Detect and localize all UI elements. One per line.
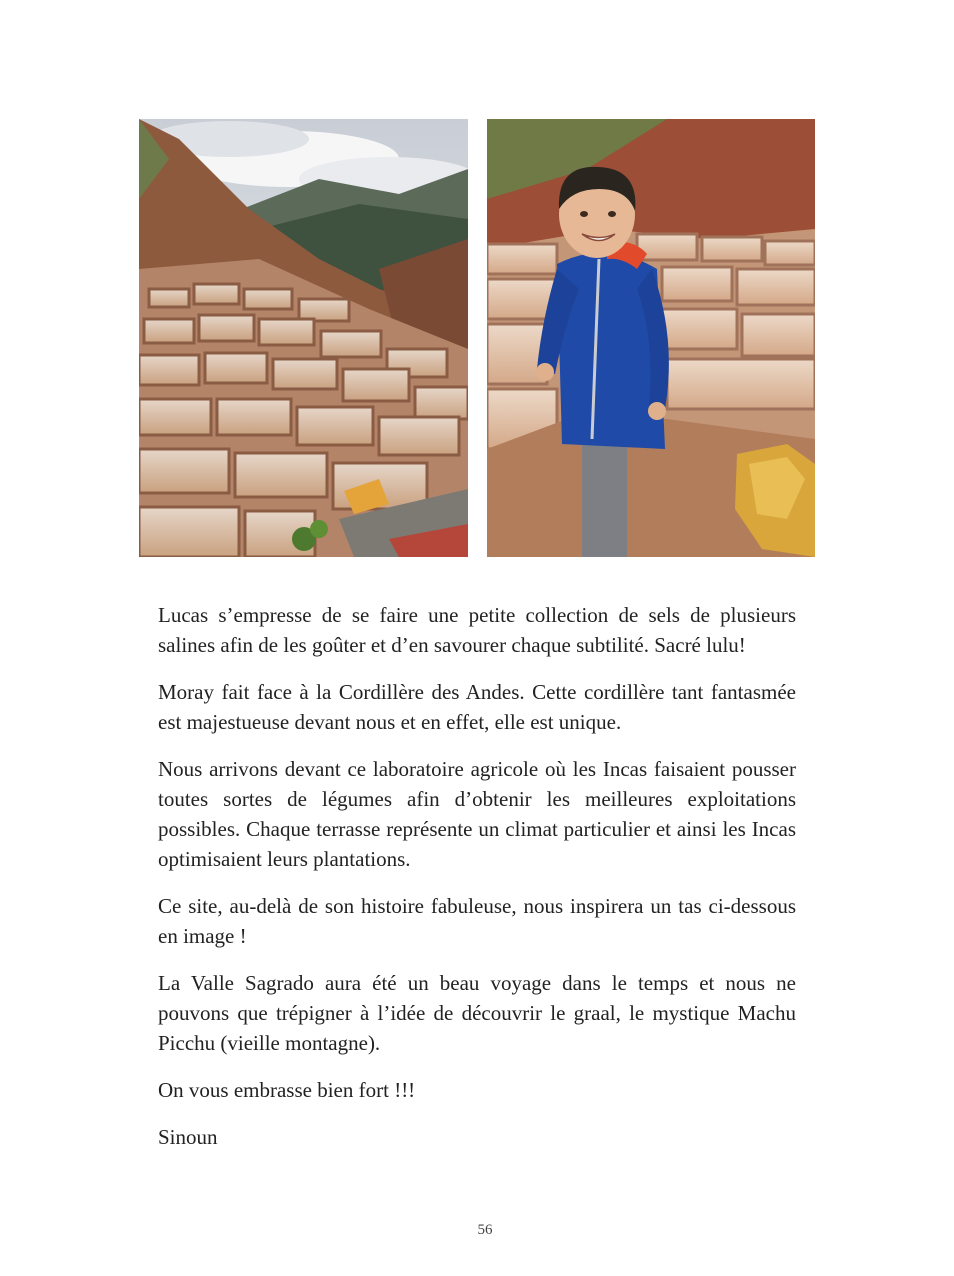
body-text <box>158 600 796 1169</box>
paragraph-3: Nous arrivons devant ce laboratoire agricole où les Incas faisaient pousser toutes sortes de légumes afin d’obtenir les meilleures exploitations possibles. Chaque terrasse représente un climat particulier et ainsi les Incas optimisaient leurs plantations. <box>158 757 796 871</box>
signature: Sinoun <box>158 1125 218 1149</box>
child-at-salt-mines-illustration <box>487 119 815 557</box>
page-number: 56 <box>477 1222 493 1238</box>
photo-salt-terraces-valley <box>139 119 468 557</box>
paragraph-6: On vous embrasse bien fort !!! <box>158 1078 416 1102</box>
photo-child-blue-jacket <box>487 119 815 557</box>
paragraph-2: Moray fait face à la Cordillère des Andes. Cette cordillère tant fantasmée est majestueuse devant nous et en effet, elle est unique. <box>158 680 796 734</box>
salt-terraces-illustration <box>139 119 468 557</box>
paragraph-4: Ce site, au-delà de son histoire fabuleuse, nous inspirera un tas ci-dessous en image ! <box>158 894 796 948</box>
paragraph-5: La Valle Sagrado aura été un beau voyage dans le temps et nous ne pouvons que trépigner à l’idée de découvrir le graal, le mystique Machu Picchu (vieille montagne). <box>158 971 796 1055</box>
paragraph-1: Lucas s’empresse de se faire une petite collection de sels de plusieurs salines afin de les goûter et d’en savourer chaque subtilité. Sacré lulu! <box>158 603 796 657</box>
